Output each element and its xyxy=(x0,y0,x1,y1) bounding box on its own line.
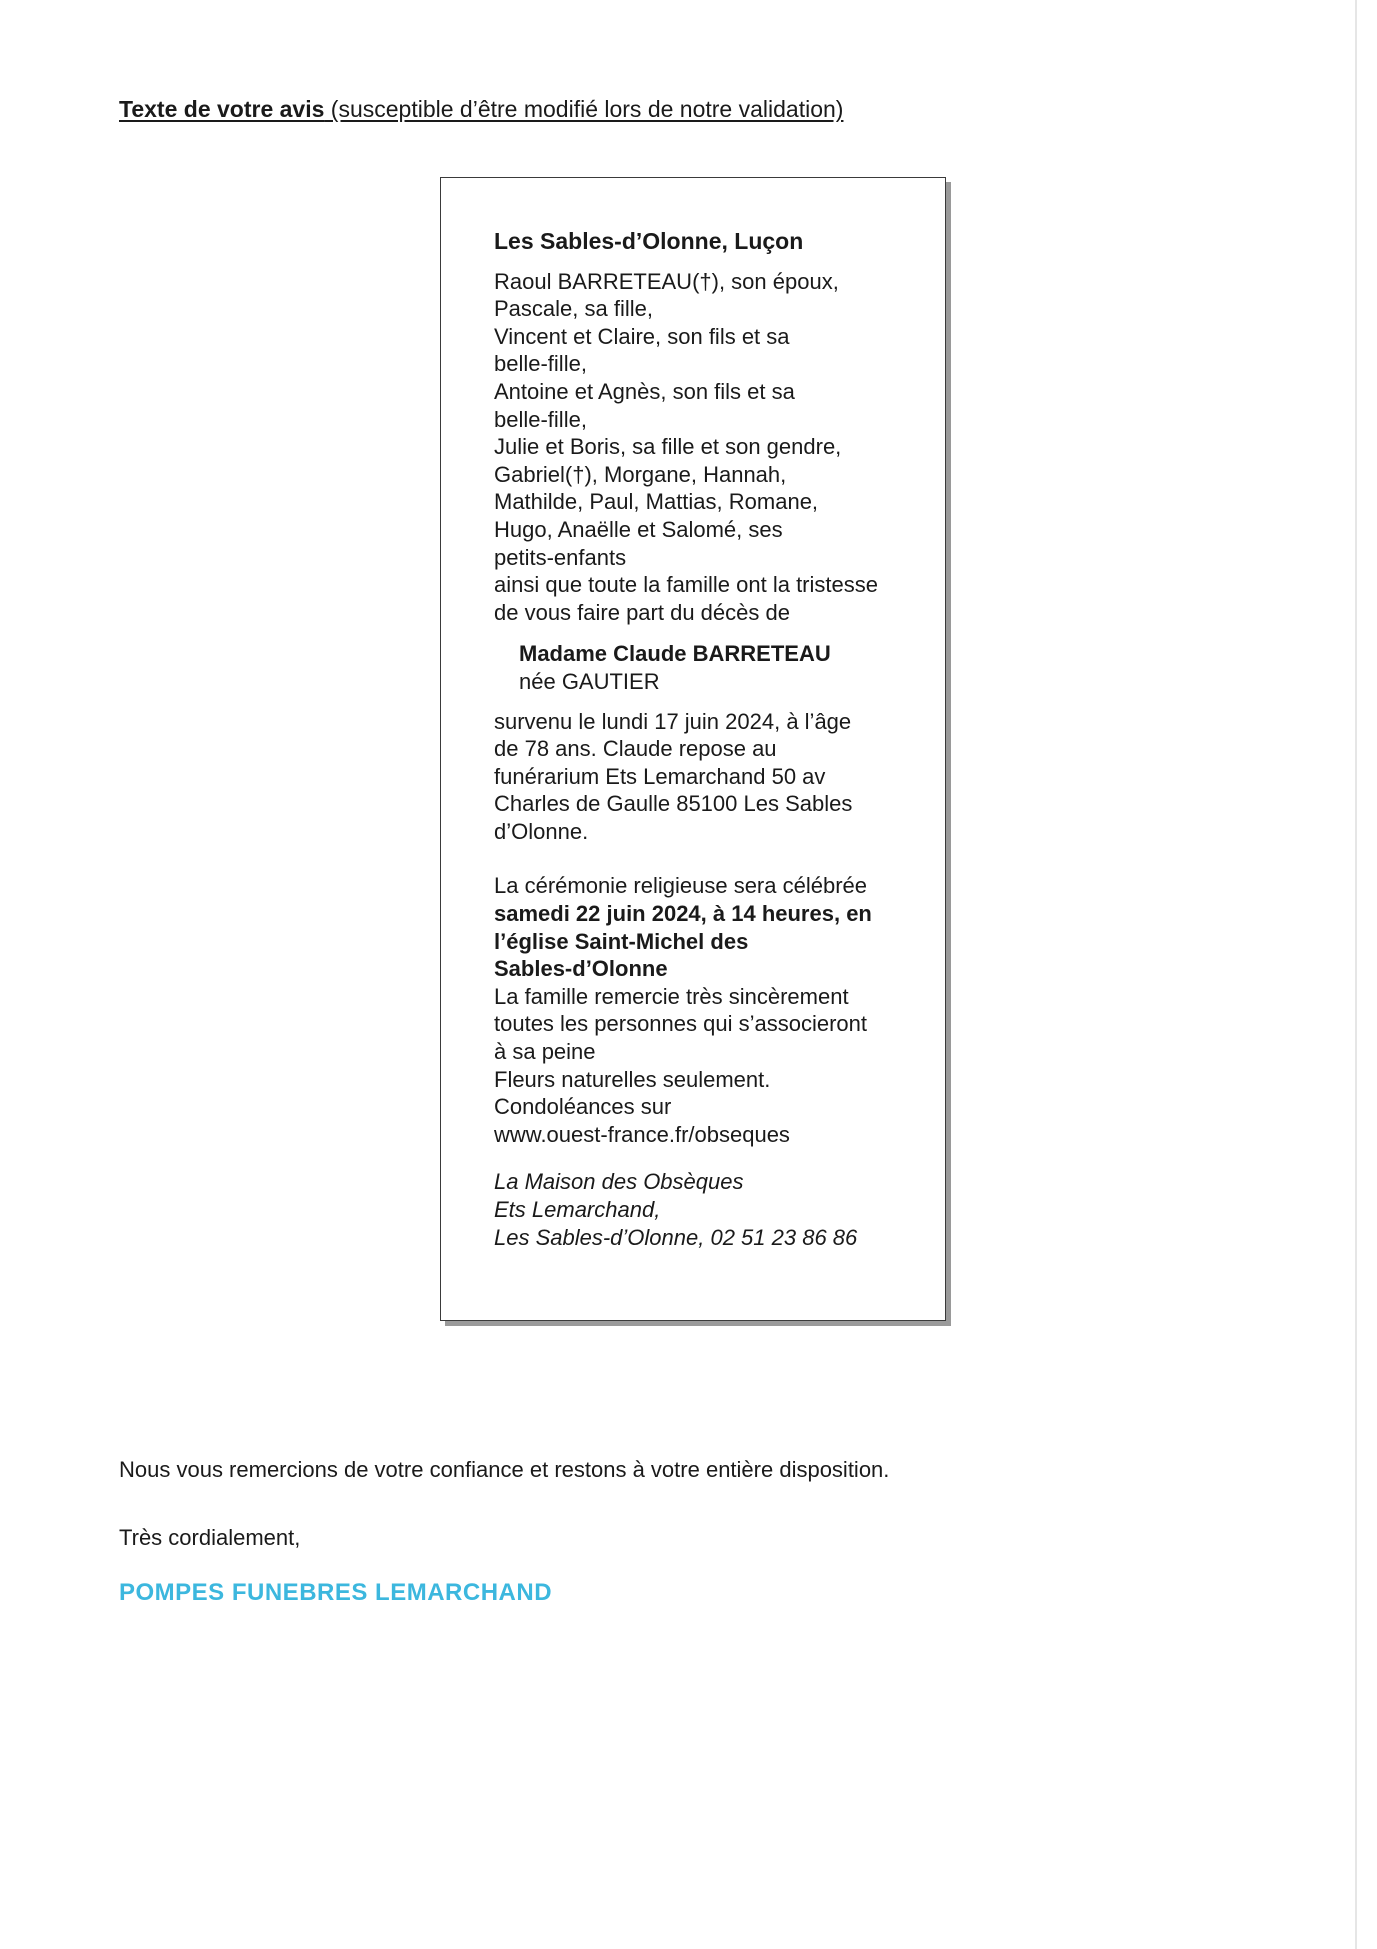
obituary-notice-box xyxy=(440,177,946,1321)
signature-line: Ets Lemarchand, xyxy=(494,1197,661,1222)
page-edge-divider xyxy=(1355,0,1357,1949)
condolences-url: www.ouest-france.fr/obseques xyxy=(494,1121,790,1147)
family-line: Mathilde, Paul, Mattias, Romane, xyxy=(494,489,819,515)
family-line: Pascale, sa fille, xyxy=(494,296,653,322)
thanks-details xyxy=(494,983,924,1149)
family-line: ainsi que toute la famille ont la tristesse xyxy=(494,572,878,598)
ceremony-intro: La cérémonie religieuse sera célébrée xyxy=(494,873,867,899)
family-line: Gabriel(†), Morgane, Hannah, xyxy=(494,461,787,487)
family-line: Raoul BARRETEAU(†), son époux, xyxy=(494,268,839,294)
deceased-block xyxy=(519,640,924,695)
ceremony-details xyxy=(494,872,924,982)
family-line: de vous faire part du décès de xyxy=(494,599,790,625)
family-line: Vincent et Claire, son fils et sa xyxy=(494,323,790,349)
family-list xyxy=(494,268,924,627)
death-line: d’Olonne. xyxy=(494,818,589,844)
death-details xyxy=(494,708,924,846)
thanks-line: à sa peine xyxy=(494,1039,596,1065)
notice-heading xyxy=(119,96,843,123)
death-line: Charles de Gaulle 85100 Les Sables xyxy=(494,791,853,817)
deceased-name: Madame Claude BARRETEAU xyxy=(519,641,831,667)
notice-heading-bold: Texte de votre avis xyxy=(119,96,325,122)
signature-line: Les Sables-d’Olonne, 02 51 23 86 86 xyxy=(494,1224,858,1250)
family-line: petits-enfants xyxy=(494,544,627,570)
thanks-line: La famille remercie très sincèrement xyxy=(494,983,849,1009)
signature-line: La Maison des Obsèques xyxy=(494,1169,744,1195)
greeting: Très cordialement, xyxy=(119,1525,301,1550)
obituary-notice-content xyxy=(494,228,924,1251)
deceased-birth-name: née GAUTIER xyxy=(519,668,660,694)
notice-place: Les Sables-d’Olonne, Luçon xyxy=(494,228,804,254)
death-line: funérarium Ets Lemarchand 50 av xyxy=(494,763,826,789)
closing-sentence: Nous vous remercions de votre confiance et restons à votre entière disposition. xyxy=(119,1457,890,1482)
thanks-line: toutes les personnes qui s’associeront xyxy=(494,1011,867,1037)
family-line: Antoine et Agnès, son fils et sa xyxy=(494,378,795,404)
company-name: POMPES FUNEBRES LEMARCHAND xyxy=(119,1579,553,1606)
ceremony-line: l’église Saint-Michel des xyxy=(494,928,749,954)
family-line: belle-fille, xyxy=(494,406,587,432)
ceremony-line: samedi 22 juin 2024, à 14 heures, en xyxy=(494,901,872,927)
thanks-line: Fleurs naturelles seulement. xyxy=(494,1066,771,1092)
ceremony-line: Sables-d’Olonne xyxy=(494,956,668,982)
notice-heading-note: (susceptible d’être modifié lors de notre validation) xyxy=(324,96,844,122)
family-line: belle-fille, xyxy=(494,351,587,377)
family-line: Hugo, Anaëlle et Salomé, ses xyxy=(494,516,783,542)
paragraph-spacer xyxy=(494,845,924,872)
thanks-line: Condoléances sur xyxy=(494,1094,672,1120)
death-line: de 78 ans. Claude repose au xyxy=(494,736,777,762)
funeral-home-signature xyxy=(494,1168,924,1251)
family-line: Julie et Boris, sa fille et son gendre, xyxy=(494,434,842,460)
death-line: survenu le lundi 17 juin 2024, à l’âge xyxy=(494,708,852,734)
